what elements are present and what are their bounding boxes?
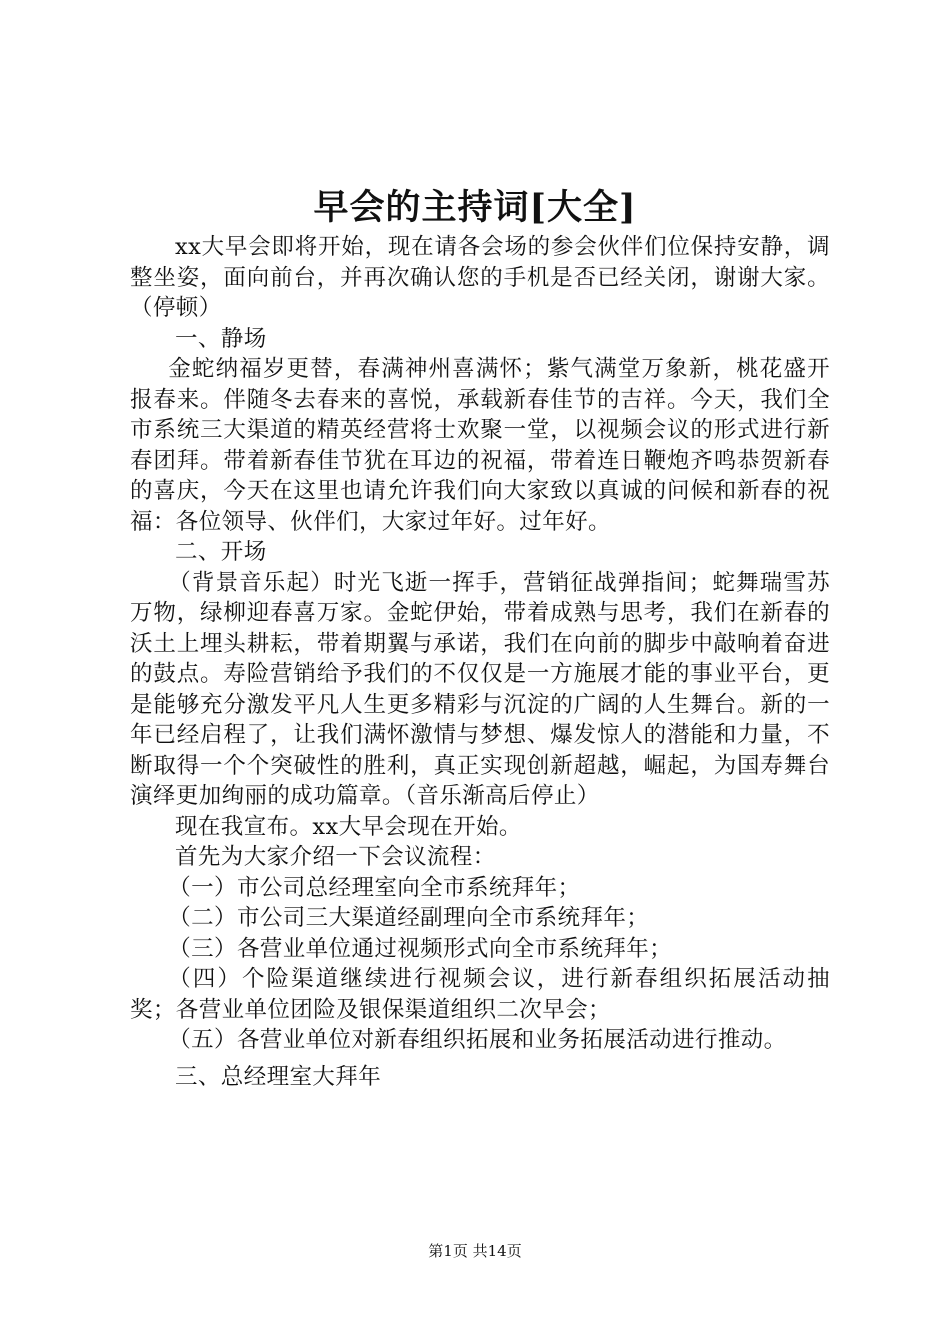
paragraph-announcement: 现在我宣布。xx大早会现在开始。	[175, 813, 522, 840]
agenda-item-2: （二）市公司三大渠道经副理向全市系统拜年；	[168, 905, 650, 931]
paragraph-opening-music: （背景音乐起）时光飞逝一挥手，营销征战弹指间；蛇舞瑞雪苏万物，绿柳迎春喜万家。金蛇伊始，带着成熟与思考，我们在新春的沃土上埋头耕耘，带着期翼与承诺，我们在向前的脚步中敲响着奋进的鼓点。寿险营销给予我们的不仅仅是一方施展才能的事业平台，更是能够充分激发平凡人生更多精彩与沉淀的广阔的人生舞台。新的一年已经启程了，让我们满怀激情与梦想、爆发惊人的潜能和力量，不断取得一个个突破性的胜利，真正实现创新超越，崛起，为国寿舞台演绎更加绚丽的成功篇章。（音乐渐高后停止）	[130, 569, 830, 809]
section-heading-greetings: 三、总经理室大拜年	[175, 1063, 382, 1090]
agenda-item-5: （五）各营业单位对新春组织拓展和业务拓展活动进行推动。	[168, 1027, 787, 1053]
paragraph-opening: xx大早会即将开始，现在请各会场的参会伙伴们位保持安静，调整坐姿，面向前台，并再次确认您的手机是否已经关闭，谢谢大家。（停顿）	[130, 234, 830, 321]
document-body	[130, 232, 830, 1092]
paragraph-quiet: 金蛇纳福岁更替，春满神州喜满怀；紫气满堂万象新，桃花盛开报春来。伴随冬去春来的喜悦，承载新春佳节的吉祥。今天，我们全市系统三大渠道的精英经营将士欢聚一堂，以视频会议的形式进行新春团拜。带着新春佳节犹在耳边的祝福，带着连日鞭炮齐鸣恭贺新春的喜庆，今天在这里也请允许我们向大家致以真诚的问候和新春的祝福：各位领导、伙伴们，大家过年好。过年好。	[130, 356, 830, 535]
section-heading-quiet: 一、静场	[175, 325, 267, 352]
agenda-item-1: （一）市公司总经理室向全市系统拜年；	[168, 874, 581, 901]
section-heading-opening: 二、开场	[175, 539, 267, 565]
agenda-item-4: （四）个险渠道继续进行视频会议，进行新春组织拓展活动抽奖；各营业单位团险及银保渠道组织二次早会；	[130, 966, 830, 1023]
agenda-item-3: （三）各营业单位通过视频形式向全市系统拜年；	[168, 935, 673, 962]
paragraph-agenda-intro: 首先为大家介绍一下会议流程：	[175, 844, 496, 870]
page-number: 第1页 共14页	[428, 1242, 522, 1260]
document-title: 早会的主持词[大全]	[313, 187, 637, 228]
